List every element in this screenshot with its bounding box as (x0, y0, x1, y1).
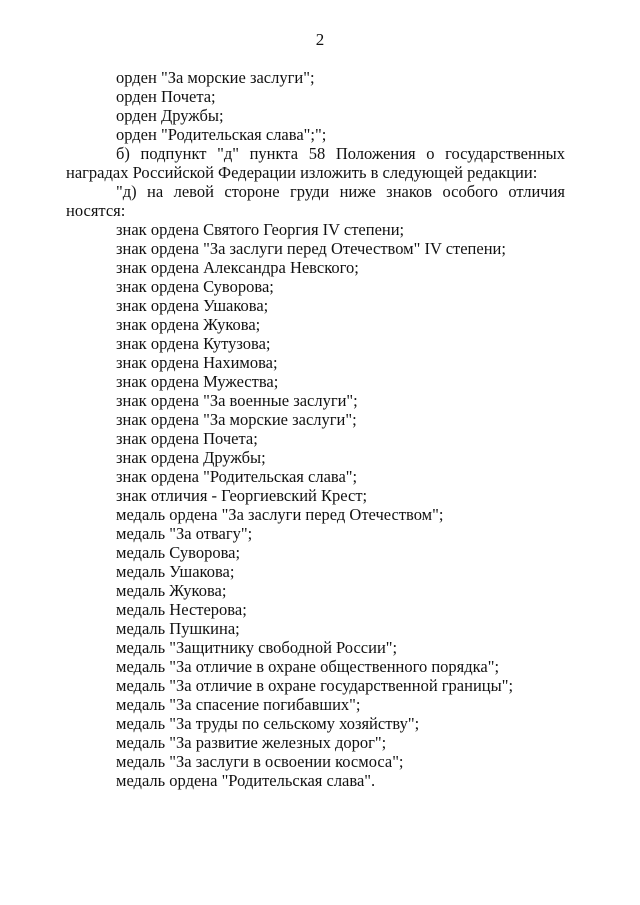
text-line: медаль "За заслуги в освоении космоса"; (116, 752, 404, 771)
text-line: знак ордена "Родительская слава"; (116, 467, 358, 486)
text-line: знак отличия - Георгиевский Крест; (116, 486, 368, 505)
text-line: медаль "Защитнику свободной России"; (116, 638, 398, 657)
text-line: орден "За морские заслуги"; (116, 68, 315, 87)
text-line: медаль ордена "За заслуги перед Отечеством"; (116, 505, 444, 524)
text-line: знак ордена Ушакова; (116, 296, 269, 315)
text-line: "д) на левой стороне груди ниже знаков особого отличия (116, 182, 565, 201)
text-line: медаль Жукова; (116, 581, 227, 600)
text-line: медаль "За спасение погибавших"; (116, 695, 361, 714)
text-line: знак ордена "За заслуги перед Отечеством" IV степени; (116, 239, 506, 258)
text-line: орден "Родительская слава";"; (116, 125, 327, 144)
text-line: орден Почета; (116, 87, 216, 106)
page-number: 2 (315, 30, 325, 49)
text-line: знак ордена Нахимова; (116, 353, 278, 372)
text-line: наградах Российской Федерации изложить в следующей редакции: (66, 163, 538, 182)
text-line: знак ордена Почета; (116, 429, 258, 448)
text-line: медаль Ушакова; (116, 562, 235, 581)
text-line: медаль "За отличие в охране государственной границы"; (116, 676, 514, 695)
text-line: знак ордена "За морские заслуги"; (116, 410, 357, 429)
text-line: медаль ордена "Родительская слава". (116, 771, 376, 790)
text-line: медаль "За труды по сельскому хозяйству"; (116, 714, 420, 733)
text-line: знак ордена Александра Невского; (116, 258, 359, 277)
text-line: знак ордена Жукова; (116, 315, 261, 334)
text-line: орден Дружбы; (116, 106, 224, 125)
text-line: медаль Суворова; (116, 543, 241, 562)
text-line: знак ордена Дружбы; (116, 448, 266, 467)
text-line: знак ордена Суворова; (116, 277, 274, 296)
document-body (66, 68, 565, 790)
text-line: медаль "За отвагу"; (116, 524, 253, 543)
text-line: носятся: (66, 201, 126, 220)
text-line: знак ордена Святого Георгия IV степени; (116, 220, 405, 239)
text-line: знак ордена Кутузова; (116, 334, 271, 353)
text-line: медаль "За отличие в охране общественного порядка"; (116, 657, 500, 676)
text-line: медаль Нестерова; (116, 600, 247, 619)
text-line: медаль "За развитие железных дорог"; (116, 733, 387, 752)
text-line: знак ордена "За военные заслуги"; (116, 391, 358, 410)
text-line: медаль Пушкина; (116, 619, 240, 638)
text-line: знак ордена Мужества; (116, 372, 279, 391)
text-line: б) подпункт "д" пункта 58 Положения о государственных (116, 144, 565, 163)
